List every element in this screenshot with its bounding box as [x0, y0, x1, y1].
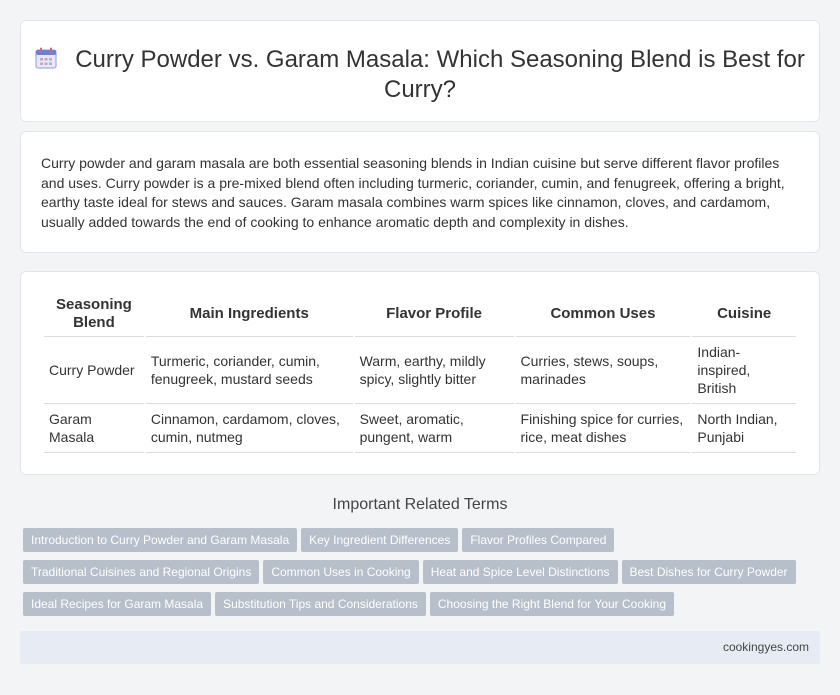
related-term-tag[interactable]: Best Dishes for Curry Powder: [622, 560, 796, 584]
column-header: Flavor Profile: [355, 292, 514, 337]
table-cell: Indian-inspired, British: [692, 337, 796, 404]
comparison-table: [42, 292, 798, 453]
table-cell: Curry Powder: [44, 337, 144, 404]
table-row: [44, 404, 796, 453]
table-header-row: [44, 292, 796, 337]
related-terms-tags: [23, 528, 823, 624]
table-cell: Turmeric, coriander, cumin, fenugreek, mustard seeds: [146, 337, 353, 404]
column-header: Cuisine: [692, 292, 796, 337]
page-title-wrap: [21, 45, 819, 105]
related-term-tag[interactable]: Common Uses in Cooking: [263, 560, 418, 584]
table-cell: Warm, earthy, mildly spicy, slightly bitter: [355, 337, 514, 404]
related-term-tag[interactable]: Introduction to Curry Powder and Garam Masala: [23, 528, 297, 552]
related-terms-heading: Important Related Terms: [332, 496, 508, 513]
table-row: [44, 337, 796, 404]
page-title: Curry Powder vs. Garam Masala: Which Seasoning Blend is Best for Curry?: [75, 46, 805, 103]
footer-site-link[interactable]: cookingyes.com: [722, 640, 809, 654]
table-cell: North Indian, Punjabi: [692, 404, 796, 453]
related-term-tag[interactable]: Key Ingredient Differences: [301, 528, 458, 552]
intro-card: [20, 131, 820, 253]
table-cell: Sweet, aromatic, pungent, warm: [355, 404, 514, 453]
calendar-icon: [35, 47, 57, 69]
table-cell: Cinnamon, cardamom, cloves, cumin, nutmeg: [146, 404, 353, 453]
table-cell: Finishing spice for curries, rice, meat dishes: [516, 404, 691, 453]
table-cell: Curries, stews, soups, marinades: [516, 337, 691, 404]
related-term-tag[interactable]: Ideal Recipes for Garam Masala: [23, 592, 211, 616]
related-term-tag[interactable]: Flavor Profiles Compared: [462, 528, 614, 552]
intro-text: Curry powder and garam masala are both essential seasoning blends in Indian cuisine but serve different flavor profiles and uses. Curry powder is a pre-mixed blend often including turmeric, coriander, cumin, and fenugreek, offering a bright, earthy taste ideal for stews and sauces. Garam masala combines warm spices like cinnamon, cloves, and cardamom, usually added towards the end of cooking to enhance aromatic depth and complexity in dishes.: [41, 155, 785, 230]
title-card: [20, 20, 820, 122]
related-term-tag[interactable]: Substitution Tips and Considerations: [215, 592, 426, 616]
footer: [20, 631, 820, 664]
column-header: Main Ingredients: [146, 292, 353, 337]
related-term-tag[interactable]: Traditional Cuisines and Regional Origins: [23, 560, 259, 584]
comparison-table-card: [20, 271, 820, 475]
column-header: Common Uses: [516, 292, 691, 337]
table-cell: Garam Masala: [44, 404, 144, 453]
related-term-tag[interactable]: Heat and Spice Level Distinctions: [423, 560, 618, 584]
column-header: Seasoning Blend: [44, 292, 144, 337]
related-term-tag[interactable]: Choosing the Right Blend for Your Cooking: [430, 592, 674, 616]
